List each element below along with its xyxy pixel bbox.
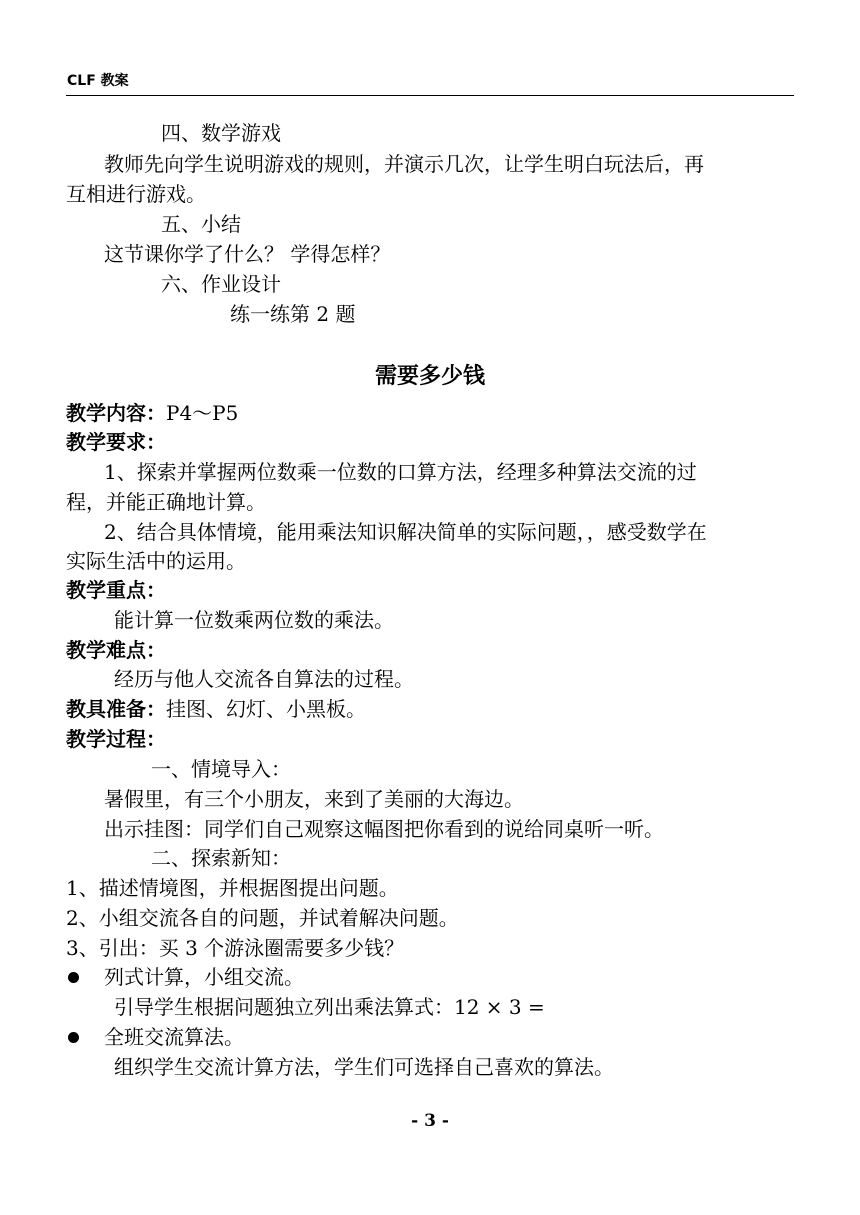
- paragraph-line: 教师先向学生说明游戏的规则，并演示几次，让学生明白玩法后，再: [104, 152, 704, 176]
- paragraph-line: 能计算一位数乘两位数的乘法。: [114, 608, 394, 632]
- paragraph-line: 引导学生根据问题独立列出乘法算式：12 × 3 =: [114, 995, 545, 1019]
- list-item: 2、小组交流各自的问题，并试着解决问题。: [66, 906, 459, 930]
- bullet-item: 列式计算，小组交流。: [104, 965, 304, 989]
- requirements-heading: 教学要求：: [66, 430, 166, 454]
- section-intro-heading: 一、情境导入：: [151, 757, 291, 781]
- bullet-item: 全班交流算法。: [104, 1025, 244, 1049]
- paragraph-line: 这节课你学了什么？ 学得怎样？: [104, 242, 391, 266]
- paragraph-line: 出示挂图：同学们自己观察这幅图把你看到的说给同桌听一听。: [104, 817, 664, 841]
- section-homework-heading: 六、作业设计: [161, 272, 281, 296]
- paragraph-line: 组织学生交流计算方法，学生们可选择自己喜欢的算法。: [114, 1055, 614, 1079]
- content-line: [66, 400, 238, 426]
- header-title: CLF 教案: [67, 73, 129, 89]
- key-point-heading: 教学重点：: [66, 578, 166, 602]
- bullet-icon: [68, 972, 79, 983]
- materials-label: 教具准备：: [66, 697, 166, 721]
- paragraph-line: 程，并能正确地计算。: [66, 490, 266, 514]
- paragraph-line: 实际生活中的运用。: [66, 549, 246, 573]
- process-heading: 教学过程：: [66, 727, 166, 751]
- materials-value: 挂图、幻灯、小黑板。: [166, 697, 366, 721]
- paragraph-line: 练一练第 2 题: [230, 302, 356, 326]
- paragraph-line: 暑假里，有三个小朋友，来到了美丽的大海边。: [104, 787, 524, 811]
- materials-line: [66, 696, 366, 722]
- content-value: P4～P5: [166, 401, 239, 425]
- list-item: 3、引出：买 3 个游泳圈需要多少钱？: [66, 936, 405, 960]
- lesson-title: 需要多少钱: [374, 364, 485, 389]
- bullet-icon: [68, 1032, 79, 1043]
- section-summary-heading: 五、小结: [161, 212, 241, 236]
- header-rule: [66, 95, 794, 96]
- difficulty-heading: 教学难点：: [66, 638, 166, 662]
- section-explore-heading: 二、探索新知：: [151, 846, 291, 870]
- paragraph-line: 经历与他人交流各自算法的过程。: [114, 667, 414, 691]
- section-math-game-heading: 四、数学游戏: [161, 121, 281, 145]
- list-item: 1、描述情境图，并根据图提出问题。: [66, 876, 399, 900]
- content-label: 教学内容：: [66, 401, 166, 425]
- paragraph-line: 互相进行游戏。: [66, 182, 206, 206]
- paragraph-line: 1、探索并掌握两位数乘一位数的口算方法，经理多种算法交流的过: [104, 460, 697, 484]
- page-number: - 3 -: [411, 1111, 449, 1131]
- paragraph-line: 2、结合具体情境，能用乘法知识解决简单的实际问题，，感受数学在: [104, 520, 707, 544]
